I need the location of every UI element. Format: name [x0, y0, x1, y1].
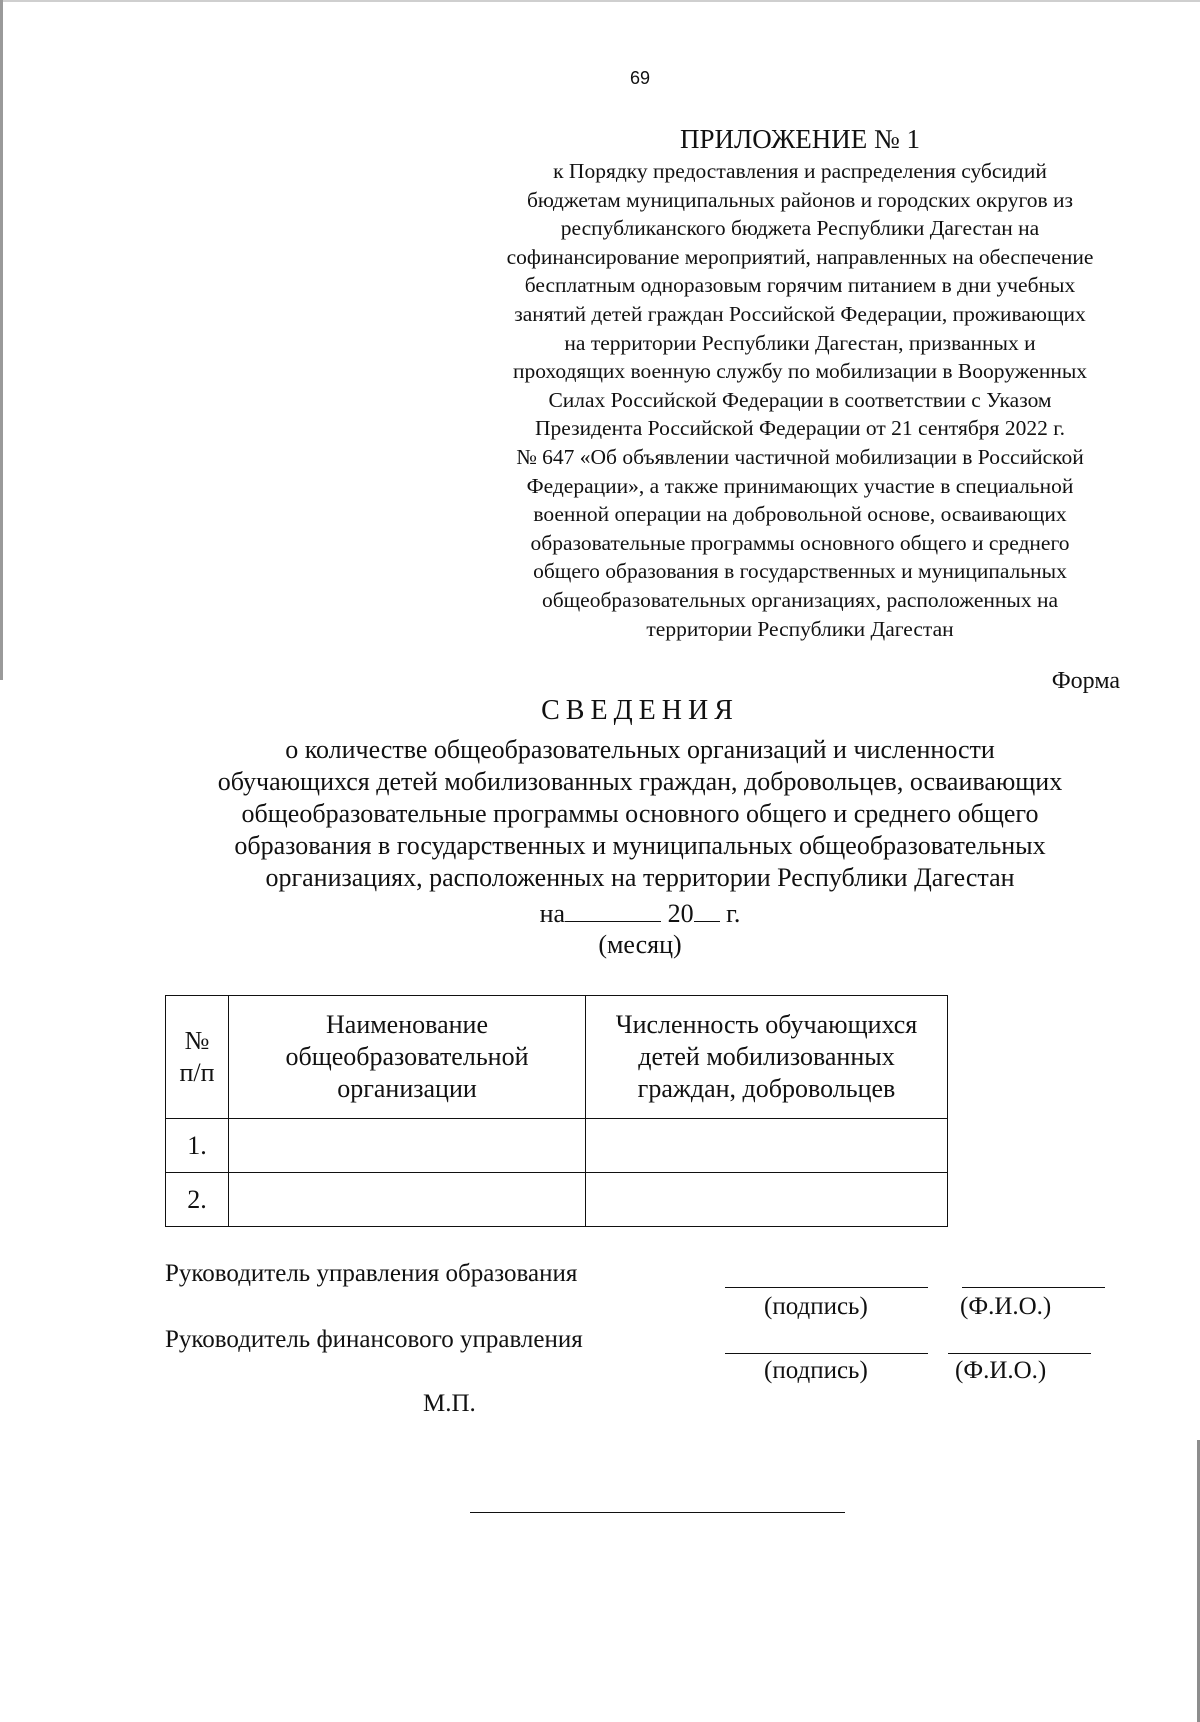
appendix-line: общего образования в государственных и муниципальных [533, 559, 1067, 584]
name-line[interactable] [948, 1353, 1091, 1354]
scan-edge-left [0, 0, 3, 680]
form-label: Форма [1051, 668, 1120, 694]
name-line[interactable] [962, 1287, 1105, 1288]
appendix-line: к Порядку предоставления и распределения субсидий [553, 159, 1047, 183]
subheading-line: образования в государственных и муниципальных общеобразовательных [234, 831, 1046, 860]
header-number: № п/п [166, 996, 229, 1119]
year-blank[interactable] [694, 899, 720, 922]
subheading-line: организациях, расположенных на территории Республики Дагестан [265, 863, 1015, 892]
table-row [166, 1173, 948, 1227]
finance-head-label: Руководитель финансового управления [165, 1326, 583, 1353]
appendix-line: проходящих военную службу по мобилизации в Вооруженных [512, 359, 1088, 384]
header-organization-name: Наименование общеобразовательной организации [229, 996, 586, 1119]
appendix-line: бюджетам муниципальных районов и городских округов из [526, 187, 1074, 212]
organization-name-cell[interactable] [229, 1173, 586, 1227]
year-suffix: г. [726, 899, 741, 928]
stamp-label: М.П. [423, 1390, 476, 1417]
row-number: 2. [166, 1173, 229, 1227]
appendix-line: общеобразовательных организациях, расположенных на [541, 587, 1059, 612]
organization-name-cell[interactable] [229, 1119, 586, 1173]
appendix-line: на территории Республики Дагестан, призванных и [564, 330, 1036, 355]
appendix-line: военной операции на добровольной основе, осваивающих [533, 502, 1067, 527]
page-number: 69 [629, 68, 651, 88]
month-blank[interactable] [565, 899, 661, 922]
signature-caption: (подпись) [764, 1293, 868, 1320]
appendix-line: Президента Российской Федерации от 21 сентября 2022 г. [535, 416, 1065, 441]
row-number: 1. [166, 1119, 229, 1173]
appendix-line: территории Республики Дагестан [646, 616, 954, 641]
appendix-line: софинансирование мероприятий, направленных на обеспечение [506, 244, 1094, 269]
appendix-line: № 647 «Об объявлении частичной мобилизации в Российской [516, 444, 1084, 469]
year-prefix: 20 [667, 899, 694, 928]
document-heading: СВЕДЕНИЯ [541, 695, 739, 726]
appendix-line: Федерации», а также принимающих участие в специальной [526, 473, 1074, 498]
appendix-line: республиканского бюджета Республики Дагестан на [560, 216, 1040, 241]
bottom-divider [470, 1512, 845, 1513]
subheading-line: о количестве общеобразовательных организаций и численности [285, 735, 995, 764]
education-head-label: Руководитель управления образования [165, 1260, 578, 1287]
appendix-line: бесплатным одноразовым горячим питанием в дни учебных [524, 273, 1076, 298]
name-caption: (Ф.И.О.) [960, 1293, 1052, 1320]
appendix-line: занятий детей граждан Российской Федерации, проживающих [514, 301, 1086, 326]
appendix-line: образовательные программы основного общего и среднего [530, 530, 1070, 555]
date-prefix: на [539, 899, 566, 928]
date-line [80, 898, 1200, 930]
student-count-cell[interactable] [586, 1119, 948, 1173]
student-count-cell[interactable] [586, 1173, 948, 1227]
subheading-line: общеобразовательные программы основного общего и среднего общего [241, 799, 1039, 828]
data-table [165, 995, 948, 1227]
month-caption: (месяц) [598, 930, 682, 959]
scan-edge-top [0, 0, 1200, 2]
appendix-line: Силах Российской Федерации в соответствии с Указом [548, 387, 1052, 412]
document-subheading [80, 734, 1200, 894]
table-row [166, 1119, 948, 1173]
appendix-title: ПРИЛОЖЕНИЕ № 1 [679, 124, 921, 154]
signature-caption: (подпись) [764, 1357, 868, 1384]
header-student-count: Численность обучающихся детей мобилизованных граждан, добровольцев [586, 996, 948, 1119]
name-caption: (Ф.И.О.) [955, 1357, 1047, 1384]
table-header-row [166, 996, 948, 1119]
signature-line[interactable] [725, 1287, 928, 1288]
subheading-line: обучающихся детей мобилизованных граждан, добровольцев, осваивающих [217, 767, 1063, 796]
signature-line[interactable] [725, 1353, 928, 1354]
appendix-text [455, 157, 1145, 643]
